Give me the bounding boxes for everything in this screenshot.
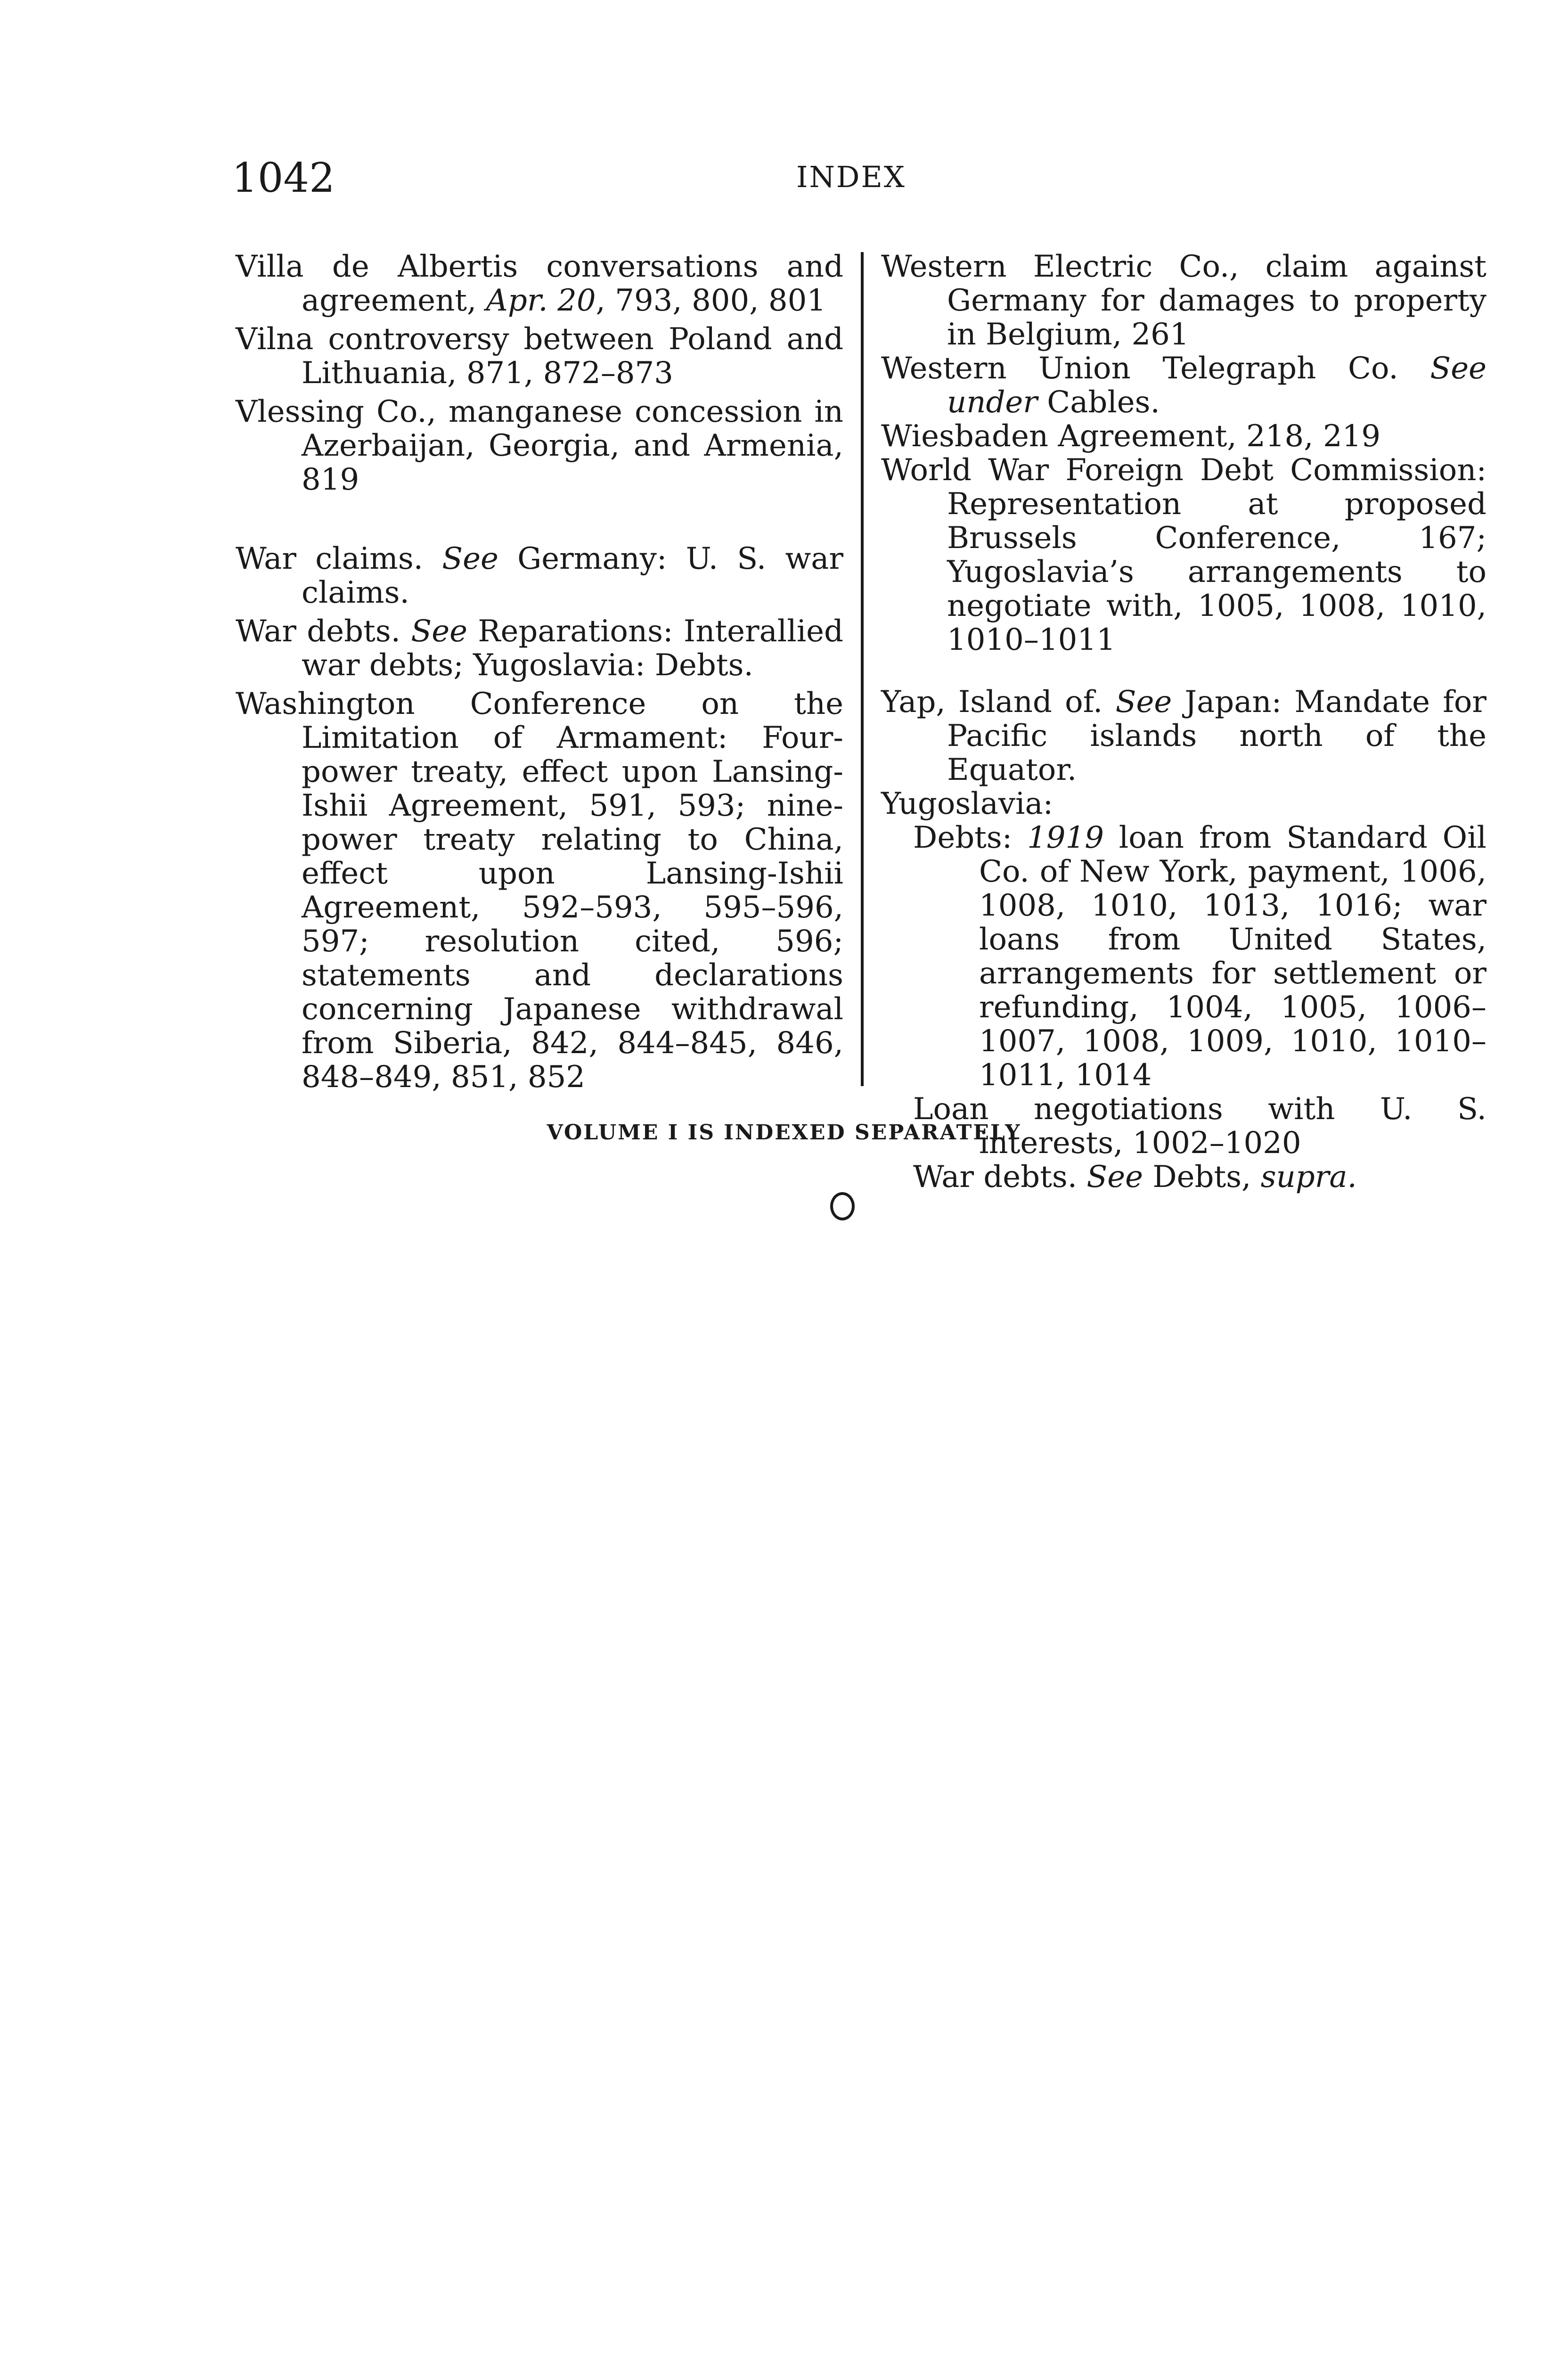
- index-column-right: [881, 250, 1486, 1194]
- volume-note: VOLUME I IS INDEXED SEPARATELY: [547, 1121, 1021, 1145]
- running-head: INDEX: [796, 160, 906, 194]
- index-entry-washington-conference: Washington Conference on the Limitation of Armament: Four-power treaty, effect upon Lansing-Ishii Agreement, 591, 593; nine-power treaty relating to China, effect upon Lansing-Ishii Agreement, 592–593, 595–596, 597; resolution cited, 596; statements and declarations concerning Japanese withdrawal from Siberia, 842, 844–845, 846, 848–849, 851, 852: [236, 687, 843, 1095]
- index-entry-war-claims: War claims. See Germany: U. S. war claims.: [236, 541, 843, 610]
- page-number: 1042: [232, 155, 335, 202]
- index-column-left: [236, 250, 843, 1094]
- column-divider: [861, 252, 864, 1086]
- index-entry-yugoslavia: Yugoslavia:: [881, 786, 1054, 821]
- index-entry-vilna: Vilna controversy between Poland and Lithuania, 871, 872–873: [236, 322, 843, 391]
- index-entry-wiesbaden: Wiesbaden Agreement, 218, 219: [881, 419, 1381, 454]
- end-mark-circle: [830, 1192, 855, 1220]
- index-entry-western-union: Western Union Telegraph Co. See under Cables.: [881, 351, 1486, 420]
- index-subentry-loan-negotiations: Loan negotiations with U. S. interests, 1002–1020: [913, 1092, 1486, 1161]
- index-entry-yap: Yap, Island of. See Japan: Mandate for Pacific islands north of the Equator.: [881, 685, 1486, 787]
- index-entry-western-electric: Western Electric Co., claim against Germany for damages to property in Belgium, 261: [881, 249, 1486, 352]
- index-entry-vlessing: Vlessing Co., manganese concession in Azerbaijan, Georgia, and Armenia, 819: [236, 394, 843, 497]
- index-entry-world-war-debt-commission: World War Foreign Debt Commission: Representation at proposed Brussels Conference, 167; Yugoslavia’s arrangements to negotiate with, 1005, 1008, 1010, 1010–1011: [881, 453, 1486, 657]
- index-entry-villa-de-albertis: Villa de Albertis conversations and agreement, Apr. 20, 793, 800, 801: [236, 249, 843, 318]
- index-subentry-debts: Debts: 1919 loan from Standard Oil Co. of New York, payment, 1006, 1008, 1010, 1013, 1016; war loans from United States, arrangements for settlement or refunding, 1004, 1005, 1006–1007, 1008, 1009, 1010, 1010–1011, 1014: [913, 820, 1487, 1093]
- index-entry-war-debts: War debts. See Reparations: Interallied war debts; Yugoslavia: Debts.: [236, 614, 843, 683]
- index-subentry-war-debts: War debts. See Debts, supra.: [913, 1160, 1357, 1194]
